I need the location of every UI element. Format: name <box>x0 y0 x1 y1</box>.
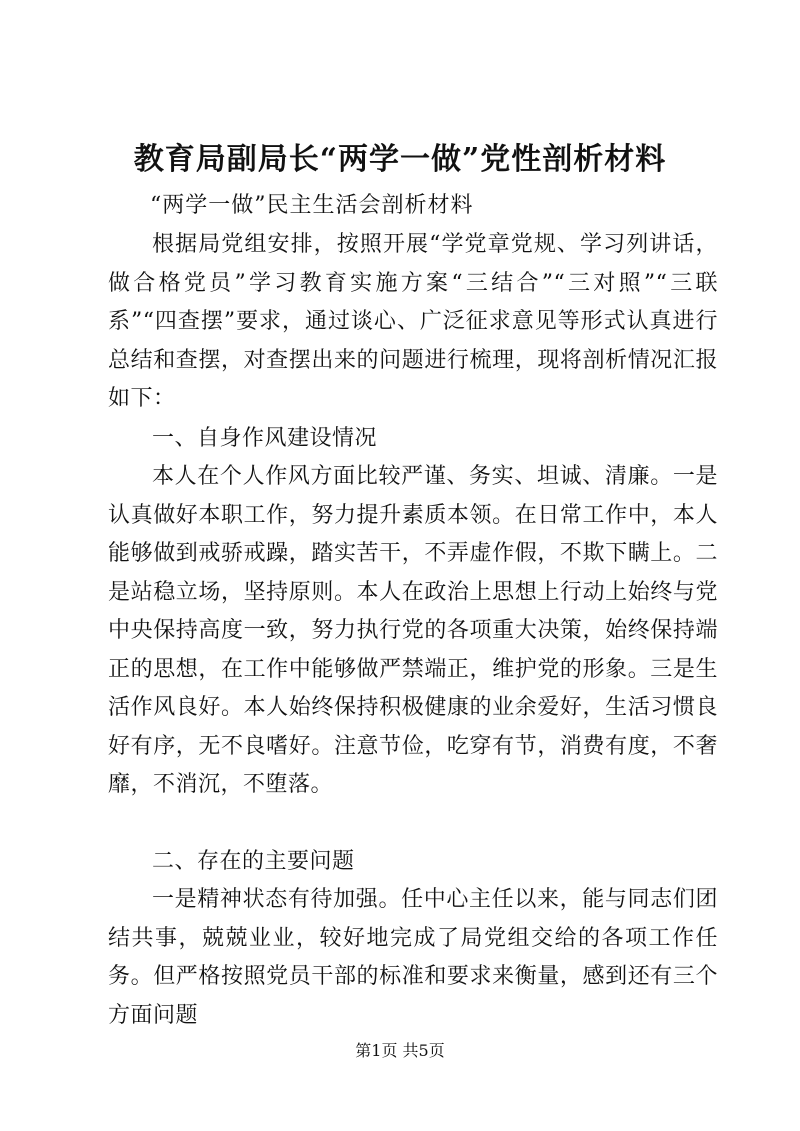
section-2-paragraph: 一是精神状态有待加强。任中心主任以来，能与同志们团结共事，兢兢业业，较好地完成了局党组交给的各项工作任务。但严格按照党员干部的标准和要求来衡量，感到还有三个方面问题 <box>108 887 718 1028</box>
document-subtitle: “两学一做”民主生活会剖析材料 <box>150 193 474 218</box>
intro-paragraph: 根据局党组安排，按照开展“学党章党规、学习列讲话，做合格党员”学习教育实施方案“三结合”“三对照”“三联系”“四查摆”要求，通过谈心、广泛征求意见等形式认真进行总结和查摆，对查摆出来的问题进行梳理，现将剖析情况汇报如下： <box>108 232 718 411</box>
section-heading-2: 二、存在的主要问题 <box>152 849 355 874</box>
section-heading-1: 一、自身作风建设情况 <box>152 426 378 451</box>
document-title: 教育局副局长“两学一做”党性剖析材料 <box>133 142 667 177</box>
section-1-paragraph: 本人在个人作风方面比较严谨、务实、坦诚、清廉。一是认真做好本职工作，努力提升素质本领。在日常工作中，本人能够做到戒骄戒躁，踏实苦干，不弄虚作假，不欺下瞒上。二是站稳立场，坚持原则。本人在政治上思想上行动上始终与党中央保持高度一致，努力执行党的各项重大决策，始终保持端正的思想，在工作中能够做严禁端正，维护党的形象。三是生活作风良好。本人始终保持积极健康的业余爱好，生活习惯良好有序，无不良嗜好。注意节俭，吃穿有节，消费有度，不奢靡，不消沉，不堕落。 <box>108 464 718 797</box>
page-indicator: 第1页 共5页 <box>355 1041 445 1060</box>
